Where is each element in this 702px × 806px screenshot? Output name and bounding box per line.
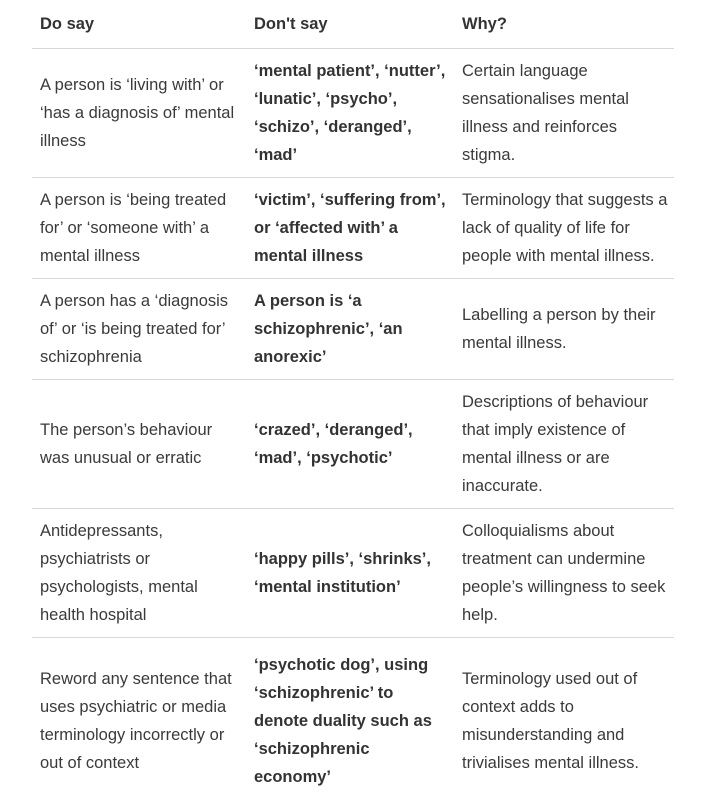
header-dont-say: Don't say bbox=[254, 15, 328, 33]
dont-say-cell: A person is ‘a schizophrenic’, ‘an anorexic’ bbox=[254, 292, 403, 366]
do-say-cell: Antidepressants, psychiatrists or psychologists, mental health hospital bbox=[40, 522, 198, 624]
why-cell: Terminology used out of context adds to misunderstanding and trivialises mental illness. bbox=[462, 669, 639, 772]
table-row bbox=[32, 638, 674, 803]
table-row bbox=[32, 279, 674, 380]
do-say-cell: The person’s behaviour was unusual or erratic bbox=[40, 421, 213, 467]
do-say-cell: A person has a ‘diagnosis of’ or ‘is being treated for’ schizophrenia bbox=[40, 292, 229, 366]
header-do-say: Do say bbox=[40, 15, 95, 33]
dont-say-cell: ‘crazed’, ‘deranged’, ‘mad’, ‘psychotic’ bbox=[254, 421, 413, 467]
table-row bbox=[32, 49, 674, 178]
do-say-cell: Reword any sentence that uses psychiatric or media terminology incorrectly or out of context bbox=[40, 669, 232, 772]
language-guide-table bbox=[32, 0, 674, 803]
why-cell: Certain language sensationalises mental illness and reinforces stigma. bbox=[462, 62, 629, 164]
dont-say-cell: ‘mental patient’, ‘nutter’, ‘lunatic’, ‘psycho’, ‘schizo’, ‘deranged’, ‘mad’ bbox=[254, 62, 446, 164]
table-row bbox=[32, 178, 674, 279]
why-cell: Terminology that suggests a lack of quality of life for people with mental illness. bbox=[462, 191, 668, 265]
do-say-cell: A person is ‘living with’ or ‘has a diagnosis of’ mental illness bbox=[40, 76, 235, 150]
table-header-row bbox=[32, 0, 674, 49]
table-row bbox=[32, 509, 674, 638]
table-row bbox=[32, 380, 674, 509]
why-cell: Descriptions of behaviour that imply existence of mental illness or are inaccurate. bbox=[462, 393, 649, 495]
dont-say-cell: ‘happy pills’, ‘shrinks’, ‘mental institution’ bbox=[254, 550, 431, 596]
do-say-cell: A person is ‘being treated for’ or ‘someone with’ a mental illness bbox=[40, 191, 227, 265]
header-why: Why? bbox=[462, 15, 507, 33]
why-cell: Colloquialisms about treatment can undermine people’s willingness to seek help. bbox=[462, 522, 666, 624]
dont-say-cell: ‘psychotic dog’, using ‘schizophrenic’ to denote duality such as ‘schizophrenic economy’ bbox=[254, 655, 432, 786]
dont-say-cell: ‘victim’, ‘suffering from’, or ‘affected with’ a mental illness bbox=[254, 191, 446, 265]
why-cell: Labelling a person by their mental illness. bbox=[462, 306, 656, 352]
